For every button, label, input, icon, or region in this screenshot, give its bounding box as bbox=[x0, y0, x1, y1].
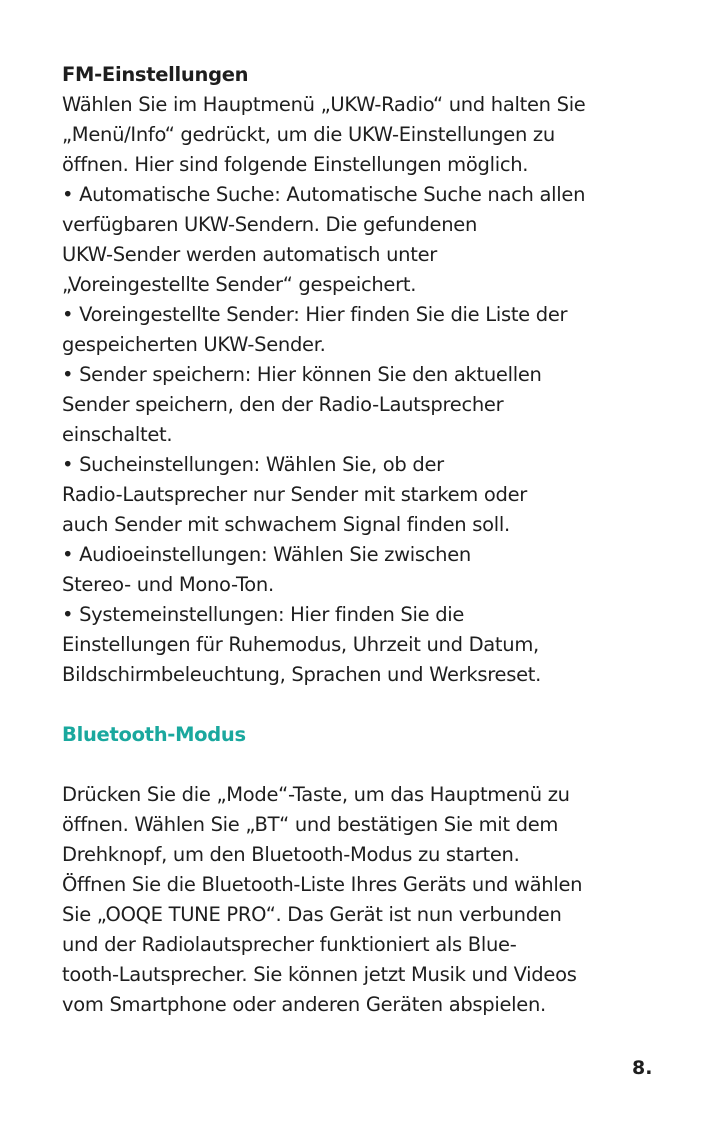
heading-spacer bbox=[62, 750, 662, 780]
paragraph-line: tooth-Lautsprecher. Sie können jetzt Musik und Videos bbox=[62, 963, 577, 986]
paragraph-line: gespeicherten UKW-Sender. bbox=[62, 333, 326, 356]
paragraph-line: Radio-Lautsprecher nur Sender mit starkem oder bbox=[62, 483, 528, 506]
paragraph-line: Drücken Sie die „Mode“-Taste, um das Hauptmenü zu bbox=[62, 783, 570, 806]
bluetooth-section bbox=[62, 720, 662, 1020]
paragraph-line: Wählen Sie im Hauptmenü „UKW-Radio“ und halten Sie bbox=[62, 93, 586, 116]
bullet-line: • Sucheinstellungen: Wählen Sie, ob der bbox=[62, 453, 444, 476]
paragraph-line: auch Sender mit schwachem Signal finden soll. bbox=[62, 513, 510, 536]
paragraph-line: Öffnen Sie die Bluetooth-Liste Ihres Geräts und wählen bbox=[62, 873, 583, 896]
manual-page bbox=[62, 60, 662, 1020]
paragraph-line: öffnen. Wählen Sie „BT“ und bestätigen Sie mit dem bbox=[62, 813, 559, 836]
paragraph-line: „Menü/Info“ gedrückt, um die UKW-Einstellungen zu bbox=[62, 123, 555, 146]
bullet-line: • Audioeinstellungen: Wählen Sie zwischen bbox=[62, 543, 471, 566]
bullet-line: • Sender speichern: Hier können Sie den aktuellen bbox=[62, 363, 542, 386]
paragraph-line: Stereo- und Mono-Ton. bbox=[62, 573, 274, 596]
bullet-line: • Automatische Suche: Automatische Suche nach allen bbox=[62, 183, 586, 206]
paragraph-line: einschaltet. bbox=[62, 423, 173, 446]
paragraph-line: UKW-Sender werden automatisch unter bbox=[62, 243, 437, 266]
section-spacer bbox=[62, 690, 662, 720]
page-number: 8. bbox=[632, 1057, 653, 1079]
paragraph-line: Drehknopf, um den Bluetooth-Modus zu starten. bbox=[62, 843, 520, 866]
paragraph-line: verfügbaren UKW-Sendern. Die gefundenen bbox=[62, 213, 478, 236]
paragraph-line: Sie „OOQE TUNE PRO“. Das Gerät ist nun verbunden bbox=[62, 903, 562, 926]
paragraph-line: und der Radiolautsprecher funktioniert als Blue- bbox=[62, 933, 517, 956]
bullet-line: • Systemeinstellungen: Hier finden Sie die bbox=[62, 603, 465, 626]
paragraph-line: öffnen. Hier sind folgende Einstellungen möglich. bbox=[62, 153, 529, 176]
paragraph-line: „Voreingestellte Sender“ gespeichert. bbox=[62, 273, 417, 296]
paragraph-line: vom Smartphone oder anderen Geräten abspielen. bbox=[62, 993, 546, 1016]
paragraph-line: Einstellungen für Ruhemodus, Uhrzeit und Datum, bbox=[62, 633, 539, 656]
paragraph-line: Bildschirmbeleuchtung, Sprachen und Werksreset. bbox=[62, 663, 542, 686]
bullet-line: • Voreingestellte Sender: Hier finden Sie die Liste der bbox=[62, 303, 568, 326]
bluetooth-heading: Bluetooth-Modus bbox=[62, 723, 246, 746]
paragraph-line: Sender speichern, den der Radio-Lautsprecher bbox=[62, 393, 504, 416]
fm-settings-section bbox=[62, 60, 662, 690]
fm-settings-heading: FM-Einstellungen bbox=[62, 63, 249, 86]
